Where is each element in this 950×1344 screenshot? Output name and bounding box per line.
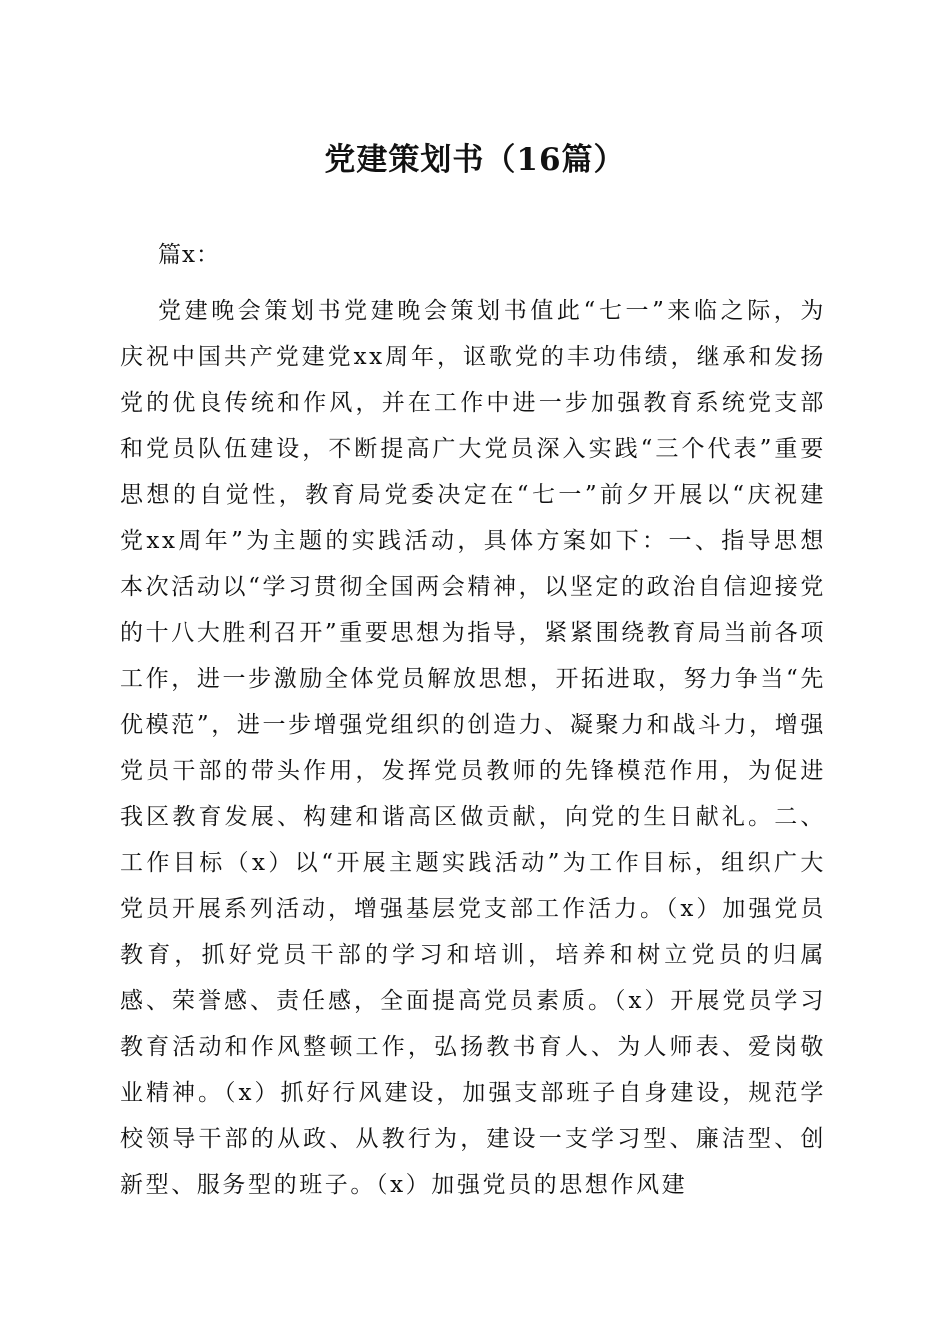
document-content <box>120 232 826 1208</box>
body-paragraph: 党建晚会策划书党建晚会策划书值此“七一”来临之际，为庆祝中国共产党建党xx周年，讴歌党的丰功伟绩，继承和发扬党的优良传统和作风，并在工作中进一步加强教育系统党支部和党员队伍建设，不断提高广大党员深入实践“三个代表”重要思想的自觉性，教育局党委决定在“七一”前夕开展以“庆祝建党xx周年”为主题的实践活动，具体方案如下：一、指导思想本次活动以“学习贯彻全国两会精神，以坚定的政治自信迎接党的十八大胜利召开”重要思想为指导，紧紧围绕教育局当前各项工作，进一步激励全体党员解放思想，开拓进取，努力争当“先优模范”，进一步增强党组织的创造力、凝聚力和战斗力，增强党员干部的带头作用，发挥党员教师的先锋模范作用，为促进我区教育发展、构建和谐高区做贡献，向党的生日献礼。二、工作目标（x）以“开展主题实践活动”为工作目标，组织广大党员开展系列活动，增强基层党支部工作活力。（x）加强党员教育，抓好党员干部的学习和培训，培养和树立党员的归属感、荣誉感、责任感，全面提高党员素质。（x）开展党员学习教育活动和作风整顿工作，弘扬教书育人、为人师表、爱岗敬业精神。（x）抓好行风建设，加强支部班子自身建设，规范学校领导干部的从政、从教行为，建设一支学习型、廉洁型、创新型、服务型的班子。（x）加强党员的思想作风建 <box>120 298 826 1198</box>
document-title: 党建策划书（16篇） <box>324 142 626 178</box>
section-label: 篇x： <box>158 242 220 268</box>
